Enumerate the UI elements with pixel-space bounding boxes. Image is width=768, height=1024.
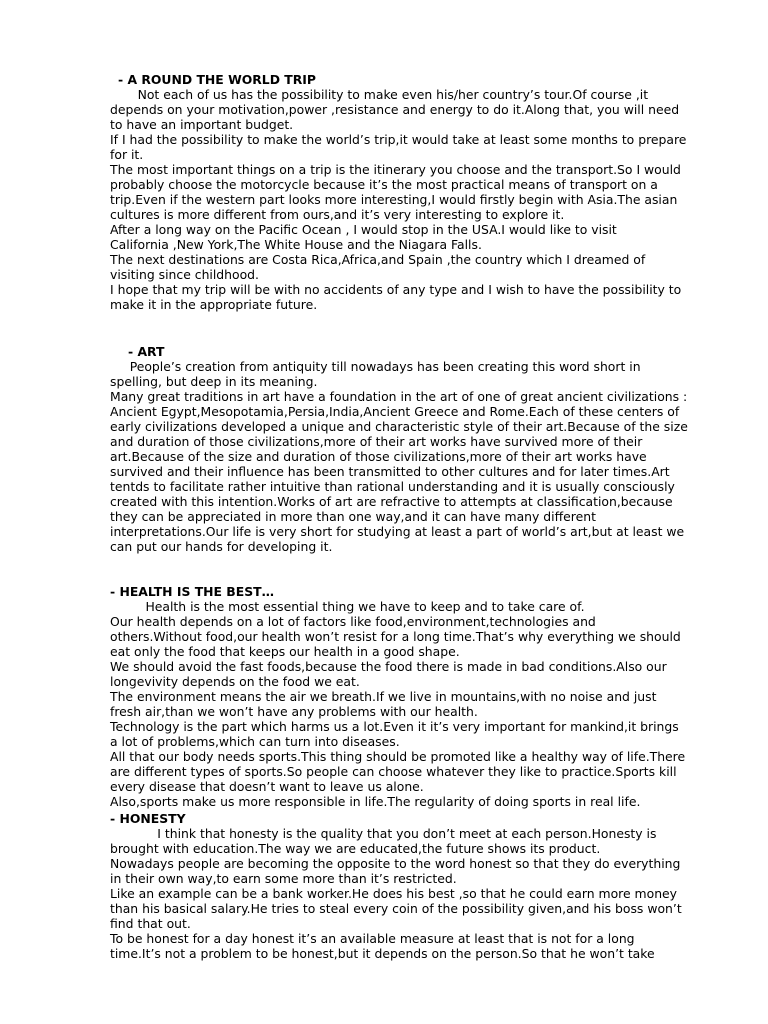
section-heading: - ART: [128, 344, 165, 359]
paragraph-line: every disease that doesn’t want to leave us alone.: [110, 779, 424, 794]
section-body: [110, 599, 716, 809]
paragraph-line: interpretations.Our life is very short for studying at least a part of world’s art,but at least we: [110, 524, 685, 539]
section-body: [110, 826, 716, 961]
paragraph-line: All that our body needs sports.This thing should be promoted like a healthy way of life.There: [110, 749, 686, 764]
paragraph-line: art.Because of the size and duration of those civilizations,more of their art works have: [110, 449, 647, 464]
paragraph-line: brought with education.The way we are educated,the future shows its product.: [110, 841, 601, 856]
section-heading: - HONESTY: [110, 811, 186, 826]
section-body: [110, 87, 716, 312]
section-art: [110, 344, 716, 554]
paragraph-line: visiting since childhood.: [110, 267, 259, 282]
paragraph-line: spelling, but deep in its meaning.: [110, 374, 318, 389]
paragraph-line: early civilizations developed a unique and characteristic style of their art.Because of the size: [110, 419, 688, 434]
paragraph-line: Also,sports make us more responsible in life.The regularity of doing sports in real life.: [110, 794, 641, 809]
paragraph-line: and duration of those civilizations,more of their art works have survived more of their: [110, 434, 643, 449]
paragraph-line: they can be appreciated in more than one way,and it can have many different: [110, 509, 596, 524]
paragraph-line: find that out.: [110, 916, 191, 931]
paragraph-line: I hope that my trip will be with no accidents of any type and I wish to have the possibility to: [110, 282, 682, 297]
paragraph-line: cultures is more different from ours,and it’s very interesting to explore it.: [110, 207, 565, 222]
paragraph-line: survived and their influence has been transmitted to other cultures and for later times.Art: [110, 464, 670, 479]
paragraph-line: others.Without food,our health won’t resist for a long time.That’s why everything we should: [110, 629, 681, 644]
paragraph-line: To be honest for a day honest it’s an available measure at least that is not for a long: [110, 931, 635, 946]
paragraph-line: California ,New York,The White House and the Niagara Falls.: [110, 237, 482, 252]
paragraph-line: to have an important budget.: [110, 117, 294, 132]
paragraph-line: eat only the food that keeps our health in a good shape.: [110, 644, 460, 659]
paragraph-line: can put our hands for developing it.: [110, 539, 333, 554]
paragraph-line: Ancient Egypt,Mesopotamia,Persia,India,Ancient Greece and Rome.Each of these centers of: [110, 404, 680, 419]
paragraph-line: Our health depends on a lot of factors like food,environment,technologies and: [110, 614, 596, 629]
paragraph-line: Nowadays people are becoming the opposite to the word honest so that they do everything: [110, 856, 681, 871]
paragraph-line: time.It’s not a problem to be honest,but it depends on the person.So that he won’t take: [110, 946, 655, 961]
paragraph-line: probably choose the motorcycle because it’s the most practical means of transport on a: [110, 177, 658, 192]
section-heading: - HEALTH IS THE BEST…: [110, 584, 274, 599]
paragraph-line: are different types of sports.So people can choose whatever they like to practice.Sports kill: [110, 764, 677, 779]
section-health: [110, 584, 716, 809]
paragraph-line: Not each of us has the possibility to make even his/her country’s tour.Of course ,it: [110, 87, 649, 102]
paragraph-line: Health is the most essential thing we have to keep and to take care of.: [110, 599, 585, 614]
paragraph-line: a lot of problems,which can turn into diseases.: [110, 734, 400, 749]
paragraph-line: depends on your motivation,power ,resistance and energy to do it.Along that, you will need: [110, 102, 680, 117]
section-honesty: [110, 811, 716, 961]
paragraph-line: trip.Even if the western part looks more interesting,I would firstly begin with Asia.The asian: [110, 192, 678, 207]
paragraph-line: If I had the possibility to make the world’s trip,it would take at least some months to prepare: [110, 132, 687, 147]
paragraph-line: Many great traditions in art have a foundation in the art of one of great ancient civilizations :: [110, 389, 688, 404]
paragraph-line: fresh air,than we won’t have any problems with our health.: [110, 704, 478, 719]
section-body: [110, 359, 716, 554]
paragraph-line: Technology is the part which harms us a lot.Even it it’s very important for mankind,it brings: [110, 719, 679, 734]
paragraph-line: The next destinations are Costa Rica,Africa,and Spain ,the country which I dreamed of: [110, 252, 646, 267]
paragraph-line: People’s creation from antiquity till nowadays has been creating this word short in: [110, 359, 641, 374]
paragraph-line: in their own way,to earn some more than it’s restricted.: [110, 871, 457, 886]
paragraph-line: than his basical salary.He tries to steal every coin of the possibility given,and his boss won’t: [110, 901, 682, 916]
paragraph-line: make it in the appropriate future.: [110, 297, 318, 312]
section-world-trip: [110, 72, 716, 312]
paragraph-line: The environment means the air we breath.If we live in mountains,with no noise and just: [110, 689, 657, 704]
paragraph-line: I think that honesty is the quality that you don’t meet at each person.Honesty is: [110, 826, 657, 841]
paragraph-line: We should avoid the fast foods,because the food there is made in bad conditions.Also our: [110, 659, 667, 674]
paragraph-line: After a long way on the Pacific Ocean , I would stop in the USA.I would like to visit: [110, 222, 617, 237]
paragraph-line: The most important things on a trip is the itinerary you choose and the transport.So I would: [110, 162, 681, 177]
paragraph-line: longevivity depends on the food we eat.: [110, 674, 360, 689]
paragraph-line: for it.: [110, 147, 144, 162]
paragraph-line: created with this intention.Works of art are refractive to attempts at classification,because: [110, 494, 673, 509]
section-heading: - A ROUND THE WORLD TRIP: [118, 72, 316, 87]
paragraph-line: Like an example can be a bank worker.He does his best ,so that he could earn more money: [110, 886, 678, 901]
paragraph-line: tentds to facilitate rather intuitive than rational understanding and it is usually consciously: [110, 479, 675, 494]
